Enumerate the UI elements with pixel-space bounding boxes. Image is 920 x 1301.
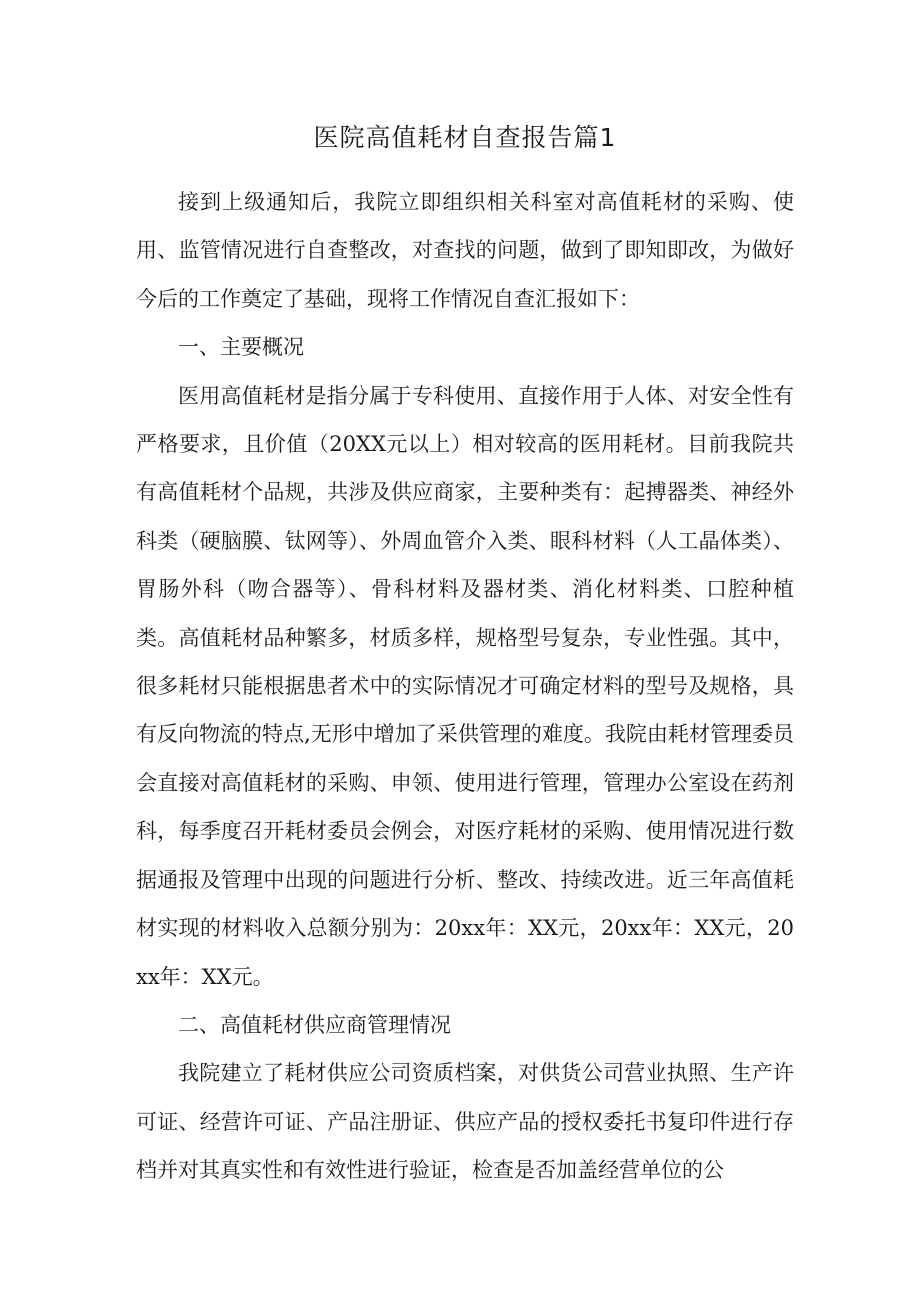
section-heading-overview: 一、主要概况 [178,335,304,360]
intro-paragraph: 接到上级通知后，我院立即组织相关科室对高值耗材的采购、使用、监管情况进行自查整改，对查找的问题，做到了即知即改，为做好今后的工作奠定了基础，现将工作情况自查汇报如下： [136,190,794,311]
document-title: 医院高值耗材自查报告篇1 [313,123,617,152]
overview-paragraph: 医用高值耗材是指分属于专科使用、直接作用于人体、对安全性有严格要求，且价值（20XX元以上）相对较高的医用耗材。目前我院共有高值耗材个品规，共涉及供应商家，主要种类有：起搏器类、神经外科类（硬脑膜、钛网等）、外周血管介入类、眼科材料（人工晶体类）、胃肠外科（吻合器等）、骨科材料及器材类、消化材料类、口腔种植类。高值耗材品种繁多，材质多样，规格型号复杂，专业性强。其中，很多耗材只能根据患者术中的实际情况才可确定材料的型号及规格，具有反向物流的特点,无形中增加了采供管理的难度。我院由耗材管理委员会直接对高值耗材的采购、申领、使用进行管理，管理办公室设在药剂科，每季度召开耗材委员会例会，对医疗耗材的采购、使用情况进行数据通报及管理中出现的问题进行分析、整改、持续改进。近三年高值耗材实现的材料收入总额分别为：20xx年：XX元，20xx年：XX元，20xx年：XX元。 [136,383,794,989]
section-heading-supplier-management: 二、高值耗材供应商管理情况 [178,1012,451,1037]
supplier-paragraph: 我院建立了耗材供应公司资质档案，对供货公司营业执照、生产许可证、经营许可证、产品注册证、供应产品的授权委托书复印件进行存档并对其真实性和有效性进行验证，检查是否加盖经营单位的公 [136,1061,794,1183]
